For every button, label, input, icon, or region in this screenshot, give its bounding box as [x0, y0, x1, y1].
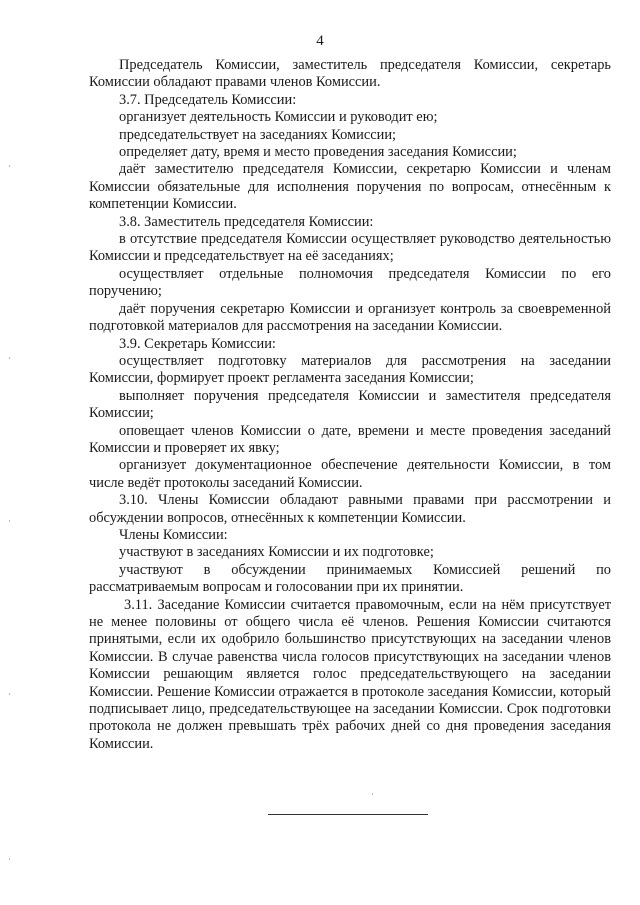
- list-item: организует деятельность Комиссии и руководит ею;: [119, 109, 438, 126]
- section-3-9-heading: 3.9. Секретарь Комиссии:: [119, 335, 276, 352]
- list-item: участвуют в обсуждении принимаемых Комиссией решений по рассматриваемым вопросам и голосовании при их принятии.: [89, 561, 611, 596]
- list-item: организует документационное обеспечение деятельности Комиссии, в том числе ведёт протоколы заседаний Комиссии.: [89, 457, 611, 491]
- list-item: осуществляет подготовку материалов для рассмотрения на заседании Комиссии, формирует проект регламента заседания Комиссии;: [89, 352, 611, 387]
- list-item: определяет дату, время и место проведения заседания Комиссии;: [119, 144, 517, 161]
- scan-speck: [9, 693, 10, 695]
- scan-speck: [9, 858, 10, 860]
- list-item: даёт поручения секретарю Комиссии и организует контроль за своевременной подготовкой материалов для рассмотрения на заседании Комиссии.: [89, 300, 611, 335]
- section-3-10-paragraph: 3.10. Члены Комиссии обладают равными правами при рассмотрении и обсуждении вопросов, отнесённых к компетенции Комиссии.: [89, 492, 611, 526]
- page-number: 4: [316, 33, 324, 49]
- end-separator-line: [268, 814, 428, 815]
- scan-speck: [372, 793, 373, 795]
- list-item: осуществляет отдельные полномочия председателя Комиссии по его поручению;: [89, 265, 611, 300]
- scan-speck: [9, 357, 10, 359]
- scan-speck: [9, 165, 10, 167]
- list-item: выполняет поручения председателя Комиссии и заместителя председателя Комиссии;: [89, 387, 611, 422]
- scan-speck: [9, 520, 10, 522]
- list-item: оповещает членов Комиссии о дате, времени и месте проведения заседаний Комиссии и проверяет их явку;: [89, 422, 611, 456]
- section-3-7-heading: 3.7. Председатель Комиссии:: [119, 91, 297, 108]
- list-item: участвуют в заседаниях Комиссии и их подготовке;: [119, 544, 434, 561]
- section-3-8-heading: 3.8. Заместитель председателя Комиссии:: [119, 213, 374, 230]
- list-item: председательствует на заседаниях Комиссии;: [119, 126, 397, 143]
- list-item: даёт заместителю председателя Комиссии, секретарю Комиссии и членам Комиссии обязательные для исполнения поручения по вопросам, отнесённым к компетенции Комиссии.: [89, 161, 611, 213]
- document-body: [89, 57, 611, 753]
- members-heading: Члены Комиссии:: [119, 526, 228, 543]
- paragraph-chairman-rights: Председатель Комиссии, заместитель председателя Комиссии, секретарь Комиссии обладают правами членов Комиссии.: [89, 57, 611, 91]
- section-3-11-paragraph: 3.11. Заседание Комиссии считается правомочным, если на нём присутствует не менее половины от общего числа её членов. Решения Комиссии считаются принятыми, если их одобрило большинство присутствующих на заседании членов Комиссии. В случае равенства числа голосов присутствующих на заседании членов Комиссии решающим является голос председательствующего на заседании Комиссии. Решение Комиссии отражается в протоколе заседания Комиссии, который подписывает лицо, председательствующее на заседании Комиссии. Срок подготовки протокола не должен превышать трёх рабочих дней со дня проведения заседания Комиссии.: [89, 596, 611, 752]
- list-item: в отсутствие председателя Комиссии осуществляет руководство деятельностью Комиссии и председательствует на её заседаниях;: [89, 231, 611, 265]
